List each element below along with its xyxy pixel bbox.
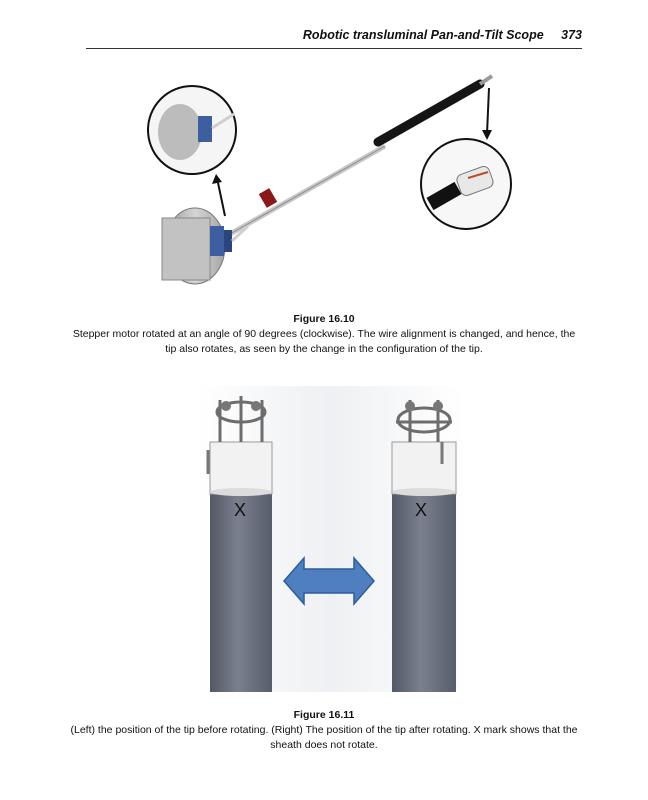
figure-16-11-image <box>196 386 464 692</box>
right-scope-tip-after <box>392 400 456 692</box>
stepper-motor-bottom <box>162 208 248 284</box>
right-inset-circle <box>421 139 511 229</box>
running-title: Robotic transluminal Pan-and-Tilt Scope <box>302 28 544 42</box>
figure-16-11-caption <box>70 708 578 753</box>
figure-label: Figure 16.11 <box>293 709 355 721</box>
left-inset-circle <box>148 86 236 174</box>
running-header <box>86 28 582 49</box>
figure-label: Figure 16.10 <box>293 313 355 325</box>
figure-16-10-image <box>140 66 520 298</box>
figure-16-10-caption <box>70 312 578 357</box>
red-clamp <box>259 188 277 208</box>
motor-assembly-illustration <box>140 66 520 298</box>
black-sheath <box>378 84 480 142</box>
figure-caption-text: Stepper motor rotated at an angle of 90 degrees (clockwise). The wire alignment is changed, and hence, the tip also rotates, as seen by the change in the configuration of the tip. <box>72 328 576 355</box>
left-x-mark: X <box>234 500 247 520</box>
page-number: 373 <box>561 28 582 42</box>
figure-caption-text: (Left) the position of the tip before rotating. (Right) The position of the tip after rotating. X mark shows that the sheath does not rotate. <box>70 724 578 751</box>
right-x-mark: X <box>415 500 428 520</box>
tip-rotation-illustration <box>196 386 464 692</box>
